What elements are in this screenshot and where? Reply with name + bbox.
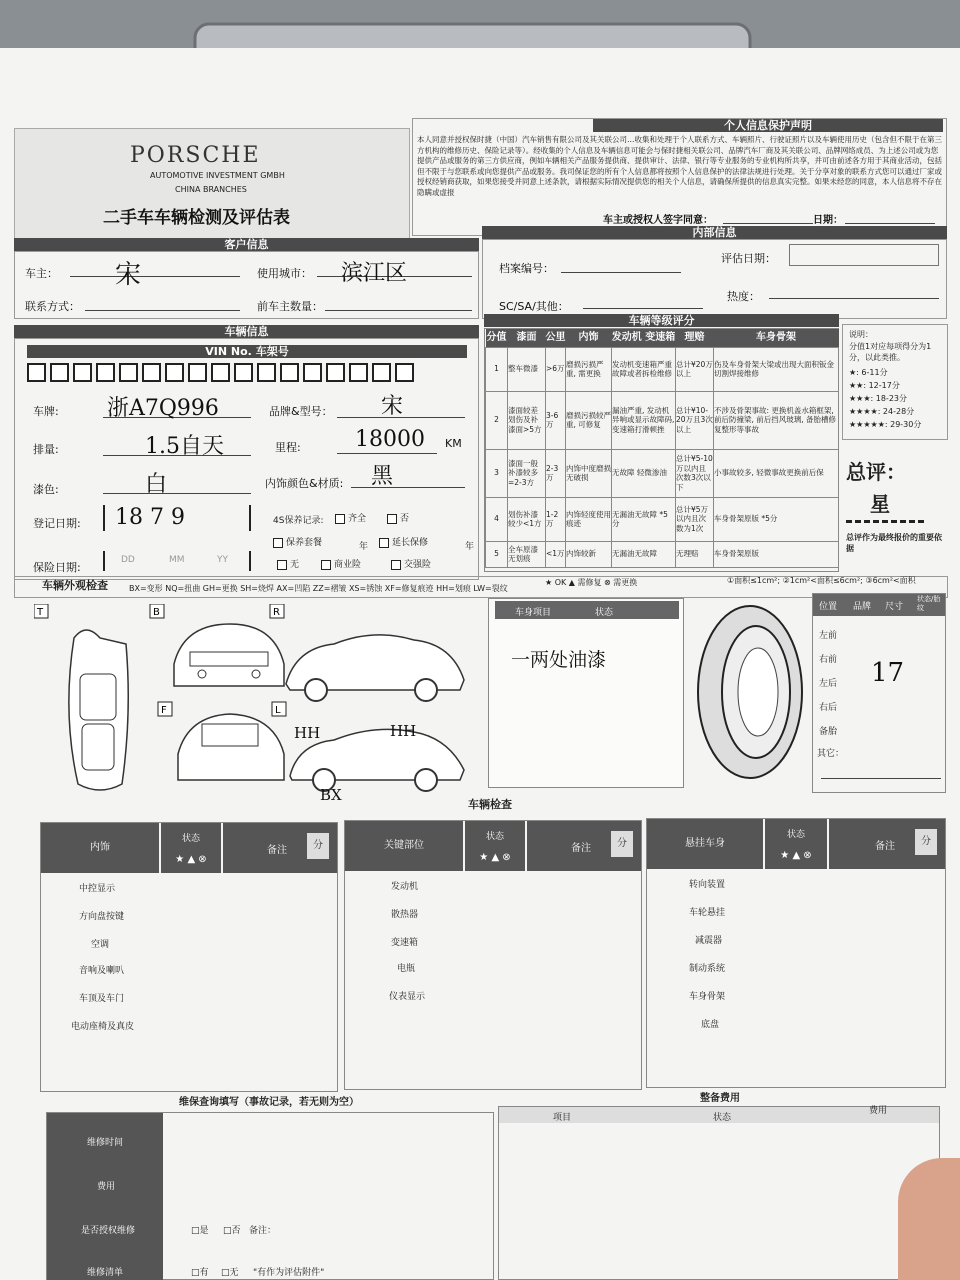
inspection-form [0,48,960,1280]
vin-boxes[interactable] [27,363,477,387]
suspension-item: 底盘 [701,1020,720,1030]
customer-box [14,251,479,319]
inspection-section-title: 车辆检查 [468,798,512,811]
brand-model-value: 宋 [381,394,404,419]
contact-field[interactable] [85,310,240,311]
privacy-sign-label: 车主或授权人签字同意： [603,215,713,226]
privacy-date-label: 日期： [813,215,843,226]
tire-row-label: 备胎 [819,727,838,737]
grade-header: 理赔 [676,329,714,347]
vehicle-box [14,338,479,580]
exterior-legend: BX=变形 NQ=扭曲 GH=更换 SH=烧焊 AX=凹陷 ZZ=褶皱 XS=锈蚀 XF=修复痕迹 HH=划痕 LW=裂纹 [129,584,508,593]
inspection-col-key [344,820,642,1090]
suspension-item: 制动系统 [689,964,726,974]
interior-notes-head: 备注 分 [223,823,337,873]
grade-grid [485,329,839,568]
thumb [898,1158,960,1280]
internal-box [482,239,947,319]
city-label: 使用城市： [257,267,312,280]
desc-text: 分值1对应每项得分为1分，以此类推。 [849,342,932,362]
file-no-field[interactable] [561,272,681,273]
grade-header: 漆面 [508,329,546,347]
prep-section-title: 整备费用 [700,1093,740,1104]
grade-section-title: 车辆等级评分 [484,314,839,327]
privacy-text: 本人同意并授权保时捷（中国）汽车销售有限公司及其关联公司…收集和处理于个人联系方式、车辆照片、行驶证照片以及车辆使用历史（包含但不限于在第三方机构的维修历史、保险记录等）。经收集的个人信息及车辆信息可能会与保时捷相关联公司、品牌汽车厂商及其关联公司、品牌网络成员、为上述公司或为您提供产品或服务的第三方供应商，例如车辆相关产品服务提供商、提供审计、法律、银行等专业服务的专业机构所共享，并可由前述各方用于其商业活动，包括但不限于与您联系或向您提供产品或服务。我司保证您的所有个人信息都将按照个人信息保护的法律法规进行处理。关于分享对象的联系方式您可以通过厂家或授权经销商获取，如果您接受并同意上述条款，请根据实际情况提供您的相关个人信息，请确保所提供的信息真实完整。如果未经您的同意，本人信息将不存在隐瞒或虚报 [417,135,942,197]
exterior-legend-bar [14,576,948,598]
service-package-year: 年 [359,542,369,552]
grade-row: 1 整车微漆 >6万 磨损污损严重, 需更换 发动机变速箱严重故障或者拆检维修 总计¥20万以上 伤及车身骨架大梁或出现大面积钣金切割焊接维修 [486,347,839,391]
maintenance-row-label: 是否授权维修 [81,1226,136,1236]
suspension-item: 车身骨架 [689,992,726,1002]
car-views-svg [34,604,480,802]
privacy-title: 个人信息保护声明 [593,119,943,132]
grade-row: 3 漆面一般补漆较多=2-3方 2-3万 内饰中度磨损无破损 无故障 轻微渗油 总计¥5-10万以内且次数3次以下 小事故较多, 轻微事故更换前后保 [486,449,839,497]
maintenance-row-label: 费用 [97,1182,116,1192]
paint-label: 漆色: [33,483,59,496]
suspension-title: 悬挂车身 [647,819,763,869]
form-title: 二手车车辆检测及评估表 [103,208,290,228]
grade-row: 4 划伤补漆较少<1方 1-2万 内饰轻度使用痕迹 无漏油无故障 *5分 总计¥5万以内且次数为1次 车身骨架原版 *5分 [486,497,839,541]
owner-field[interactable] [70,276,240,277]
plate-value: 浙A7Q996 [107,396,219,421]
svg-text:L: L [275,705,281,716]
interior-label: 内饰颜色&材质: [265,477,344,490]
exterior-legend-status: ★ OK ▲ 需修复 ⊗ 需更换 [545,578,638,587]
reg-date-value: 18 7 9 [115,505,185,530]
grade-header: 车身骨架 [714,329,839,347]
body-item-col: 车身项目 [515,608,552,618]
desc-range: ★★: 12-17分 [849,381,900,390]
paint-field[interactable] [103,493,251,494]
prep-table [498,1106,940,1280]
eval-date-boxes[interactable] [789,244,939,266]
customer-section-title: 客户信息 [14,238,479,251]
mileage-field[interactable] [337,453,437,454]
interior-score-box: 分 [307,833,329,859]
service-full[interactable]: 齐全 [335,511,366,524]
maintenance-section-title: 维保查询填写（事故记录，若无则为空） [179,1097,359,1108]
paint-value: 白 [145,472,168,497]
interior-status-head: 状态 ★ ▲ ⊗ [161,823,221,873]
tire-row-label: 右后 [819,703,838,713]
service-label: 4S保养记录: [273,516,324,526]
service-package[interactable]: 保养套餐 [273,535,322,548]
suspension-status-head: 状态 ★ ▲ ⊗ [765,819,827,869]
tire-table [812,593,946,793]
suspension-item: 减震器 [695,936,723,946]
owner-value: 宋 [115,260,142,290]
prev-owners-label: 前车主数量： [257,300,323,313]
grade-description [842,324,948,440]
tire-row-label: 右前 [819,655,838,665]
maintenance-row-label: 维修时间 [87,1138,124,1148]
interior-title: 内饰 [41,823,159,873]
grade-header: 发动机 变速箱 [612,329,676,347]
tire-row-label: 左后 [819,679,838,689]
key-item: 变速箱 [391,938,419,948]
star-label: 星 [870,492,890,516]
grade-header: 内饰 [566,329,612,347]
body-items-table [488,598,684,788]
key-item: 仪表显示 [389,992,426,1002]
maintenance-table [46,1112,494,1280]
body-status-col: 状态 [595,608,614,618]
interior-item: 空调 [91,940,110,950]
grade-header: 分值 [486,329,508,347]
insurance-none[interactable]: 无 [277,557,299,570]
brand-logo [14,128,410,240]
interior-item: 电动座椅及真皮 [71,1022,135,1032]
tire-image [694,602,806,782]
key-item: 电瓶 [397,964,416,974]
reg-date-label: 登记日期: [33,517,81,530]
sc-field[interactable] [583,308,703,309]
eval-date-label: 评估日期： [721,252,776,265]
internal-section-title: 内部信息 [482,226,947,239]
list-yes[interactable]: □有 [191,1268,209,1278]
vin-title: VIN No. 车架号 [27,345,467,358]
service-extended-year: 年 [465,542,475,552]
suspension-notes-head: 备注 分 [829,819,945,869]
key-notes-head: 备注 分 [527,821,641,871]
insurance-commercial[interactable]: 商业险 [321,557,361,570]
displacement-label: 排量: [33,443,59,456]
list-note: "有作为评估附件" [253,1268,325,1278]
tire-value: 17 [871,658,905,688]
svg-text:F: F [161,705,167,716]
auth-no[interactable]: □否 [223,1226,241,1236]
privacy-sign-field[interactable] [723,223,813,224]
privacy-date-field[interactable] [845,223,935,224]
exterior-legend-area: ①面积≤1cm²; ②1cm²<面积≤6cm²; ③6cm²<面积 [727,576,916,585]
inspection-col-interior [40,822,338,1092]
privacy-box [412,118,947,236]
star-field[interactable] [846,520,924,523]
star-note: 总评作为最终报价的重要依据 [846,533,942,553]
brand-name: PORSCHE [130,143,261,168]
inspection-col-suspension [646,818,946,1088]
mileage-value: 18000 [355,427,425,452]
interior-value: 黑 [371,464,394,489]
damage-mark: HH [390,722,417,740]
mileage-label: 里程: [275,441,301,454]
key-score-box: 分 [611,831,633,857]
desc-range: ★★★★★: 29-30分 [849,420,922,429]
brand-sub2: CHINA BRANCHES [175,185,247,194]
tire-other-label: 其它： [817,749,845,759]
brand-sub: AUTOMOTIVE INVESTMENT GMBH [150,171,285,180]
tire-row-label: 左前 [819,631,838,641]
interior-field[interactable] [351,487,465,488]
city-value: 滨江区 [341,261,408,286]
tire-other-field[interactable] [821,778,941,779]
svg-text:B: B [153,607,160,618]
exterior-diagram [34,604,480,802]
grade-header: 公里 [546,329,566,347]
file-no-label: 档案编号： [499,262,554,275]
mileage-unit: KM [445,437,462,450]
suspension-score-box: 分 [915,829,937,855]
grade-table [484,328,839,572]
list-no[interactable]: □无 [221,1268,239,1278]
body-items-header [495,601,679,619]
insurance-compulsory[interactable]: 交强险 [391,557,431,570]
damage-mark: HH [294,724,321,742]
brand-model-label: 品牌&型号： [269,405,333,418]
interior-item: 方向盘按键 [79,912,125,922]
desc-range: ★★★: 18-23分 [849,394,907,403]
desc-range: ★★★★: 24-28分 [849,407,915,416]
desc-title: 说明： [849,330,873,339]
prep-header: 项目 状态 费用 [499,1107,939,1123]
tire-header: 位置 品牌 尺寸 状态/胎纹 [813,594,945,616]
grade-header-row [486,329,839,347]
grade-row: 2 漆面较差划伤及补漆面>5方 3-6万 磨损污损较严重, 可修复 漏油严重, 发动机异响或显示故障码, 变速箱打滑顿挫 总计¥10-20万且3次以上 不涉及骨架事故: 更换机盖水箱框架, 前后防撞梁, 前后挡风玻璃, 备胎槽修复整形等事故 [486,391,839,449]
heat-field[interactable] [769,298,939,299]
key-status-head: 状态 ★ ▲ ⊗ [465,821,525,871]
prev-owners-field[interactable] [325,310,472,311]
total-label: 总评： [846,460,906,484]
exterior-section-title: 车辆外观检查 [42,579,108,592]
insurance-date-label: 保险日期: [33,561,81,574]
key-item: 散热器 [391,910,419,920]
contact-label: 联系方式： [25,300,80,313]
key-title: 关键部位 [345,821,463,871]
desc-range: ★: 6-11分 [849,368,888,377]
owner-label: 车主： [25,267,58,280]
auth-note: 备注： [249,1226,277,1236]
service-no[interactable]: 否 [387,511,409,524]
key-item: 发动机 [391,882,419,892]
svg-text:T: T [37,607,44,618]
heat-label: 热度： [727,290,760,303]
body-note: 一两处油漆 [511,649,607,671]
service-extended[interactable]: 延长保修 [379,535,428,548]
insurance-date-boxes[interactable]: DD MM YY [103,551,251,571]
interior-item: 车顶及车门 [79,994,125,1004]
suspension-item: 车轮悬挂 [689,908,726,918]
svg-text:R: R [273,607,280,618]
plate-label: 车牌: [33,405,59,418]
interior-item: 中控显示 [79,884,116,894]
maintenance-row-label: 维修清单 [87,1268,124,1278]
displacement-value: 1.5自天 [145,434,224,459]
auth-yes[interactable]: □是 [191,1226,209,1236]
damage-mark: BX [320,786,342,804]
sc-label: SC/SA/其他： [499,300,569,313]
vehicle-section-title: 车辆信息 [14,325,479,338]
grade-row: 5 全车原漆无划痕 <1万 内饰较新 无漏油无故障 无理赔 车身骨架原版 [486,541,839,567]
suspension-item: 转向装置 [689,880,726,890]
interior-item: 音响及喇叭 [79,966,125,976]
